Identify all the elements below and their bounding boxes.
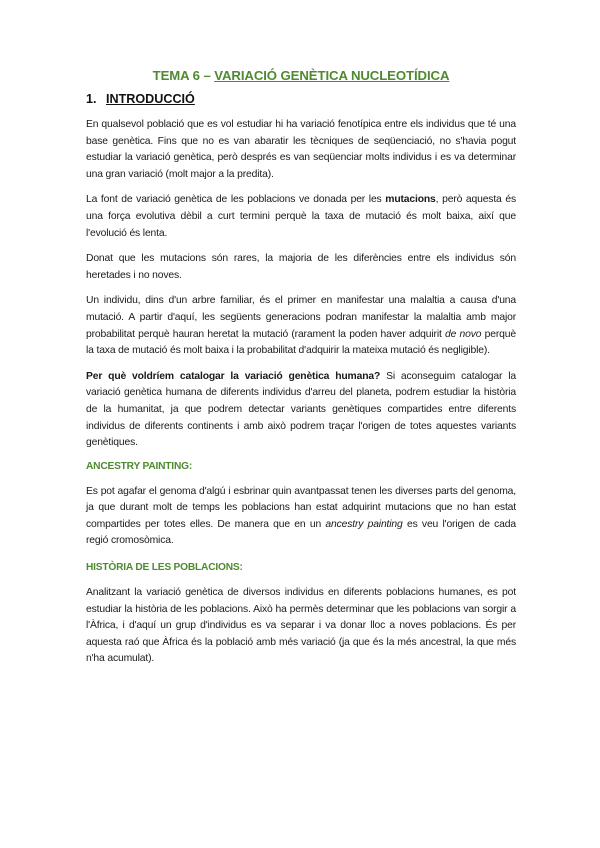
title-prefix: TEMA 6 – (152, 68, 215, 83)
paragraph-2-bold: mutacions (385, 194, 436, 206)
paragraph-4 (86, 293, 516, 359)
title-main: VARIACIÓ GENÈTICA NUCLEOTÍDICA (214, 68, 450, 83)
section-heading-introduccio (86, 92, 516, 106)
paragraph-4-text-a: Un individu, dins d'un arbre familiar, és el primer en manifestar una malaltia a causa d'una mutació. A partir d'aquí, les següents generacions podran manifestar la malaltia amb major probabilitat perquè hauran heretat la mutació (rarament la poden haver adquirit (86, 295, 516, 340)
paragraph-2-text-b: , però aquesta és una força evolutiva dèbil a curt termini perquè la taxa de mutació és molt baixa, així que l'evolució és lenta. (86, 194, 516, 239)
subheading-history: HISTÒRIA DE LES POBLACIONS: (86, 562, 243, 574)
paragraph-6-text-a: Es pot agafar el genoma d'algú i esbrinar quin avantpassat tenen les diverses parts del genoma, ja que durant molt de temps les poblacions han estat adquirint mutacions que no han estat compartides per totes elles. De manera que en un (86, 485, 516, 530)
paragraph-6-italic: ancestry painting (325, 518, 403, 530)
section-label: INTRODUCCIÓ (106, 92, 195, 106)
paragraph-2-text-a: La font de variació genètica de les poblacions ve donada per les (86, 194, 386, 206)
paragraph-5-text: Si aconseguim catalogar la variació genètica humana de diferents individus d'arreu del planeta, podrem estudiar la història de la humanitat, ja que podrem detectar variants genètiques compartides entre diferents individus de diferents continents i amb això podrem traçar l'origen de totes aquestes variants genètiques. (86, 370, 516, 449)
paragraph-5-question: Per què voldríem catalogar la variació genètica humana? (86, 370, 381, 382)
paragraph-5 (86, 369, 516, 452)
paragraph-6 (86, 484, 516, 550)
document-page (86, 68, 516, 677)
paragraph-3: Donat que les mutacions són rares, la majoria de les diferències entre els individus són heretades i no noves. (86, 253, 516, 281)
document-title (86, 68, 516, 83)
paragraph-6-text-b: es veu l'origen de cada regió cromosòmica. (86, 518, 516, 547)
paragraph-4-italic: de novo (445, 328, 482, 340)
subheading-ancestry-painting: ANCESTRY PAINTING: (86, 460, 193, 472)
paragraph-1: En qualsevol població que es vol estudiar hi ha variació fenotípica entre els individus que té una base genètica. Fins que no es van abaratir les tècniques de seqüenciació, no s'havia pogut estudiar la variació genètica, però després es van seqüenciar molts individus i es va determinar una gran variació (molt major a la predita). (86, 119, 516, 180)
paragraph-4-text-b: perquè la taxa de mutació és molt baixa i la probabilitat d'adquirir la mateixa mutació és negligible). (86, 328, 516, 357)
paragraph-2 (86, 192, 516, 242)
section-number: 1. (86, 92, 97, 106)
paragraph-7: Analitzant la variació genètica de diversos individus en diferents poblacions humanes, es pot estudiar la història de les poblacions. Això ha permès determinar que les poblacions van sorgir a l'Àfrica, i d'aquí un grup d'individus es va separar i va donar lloc a noves poblacions. És per aquesta raó que Àfrica és la població amb més variació (ja que és la més ancestral, la que més n'ha acumulat). (86, 587, 516, 665)
